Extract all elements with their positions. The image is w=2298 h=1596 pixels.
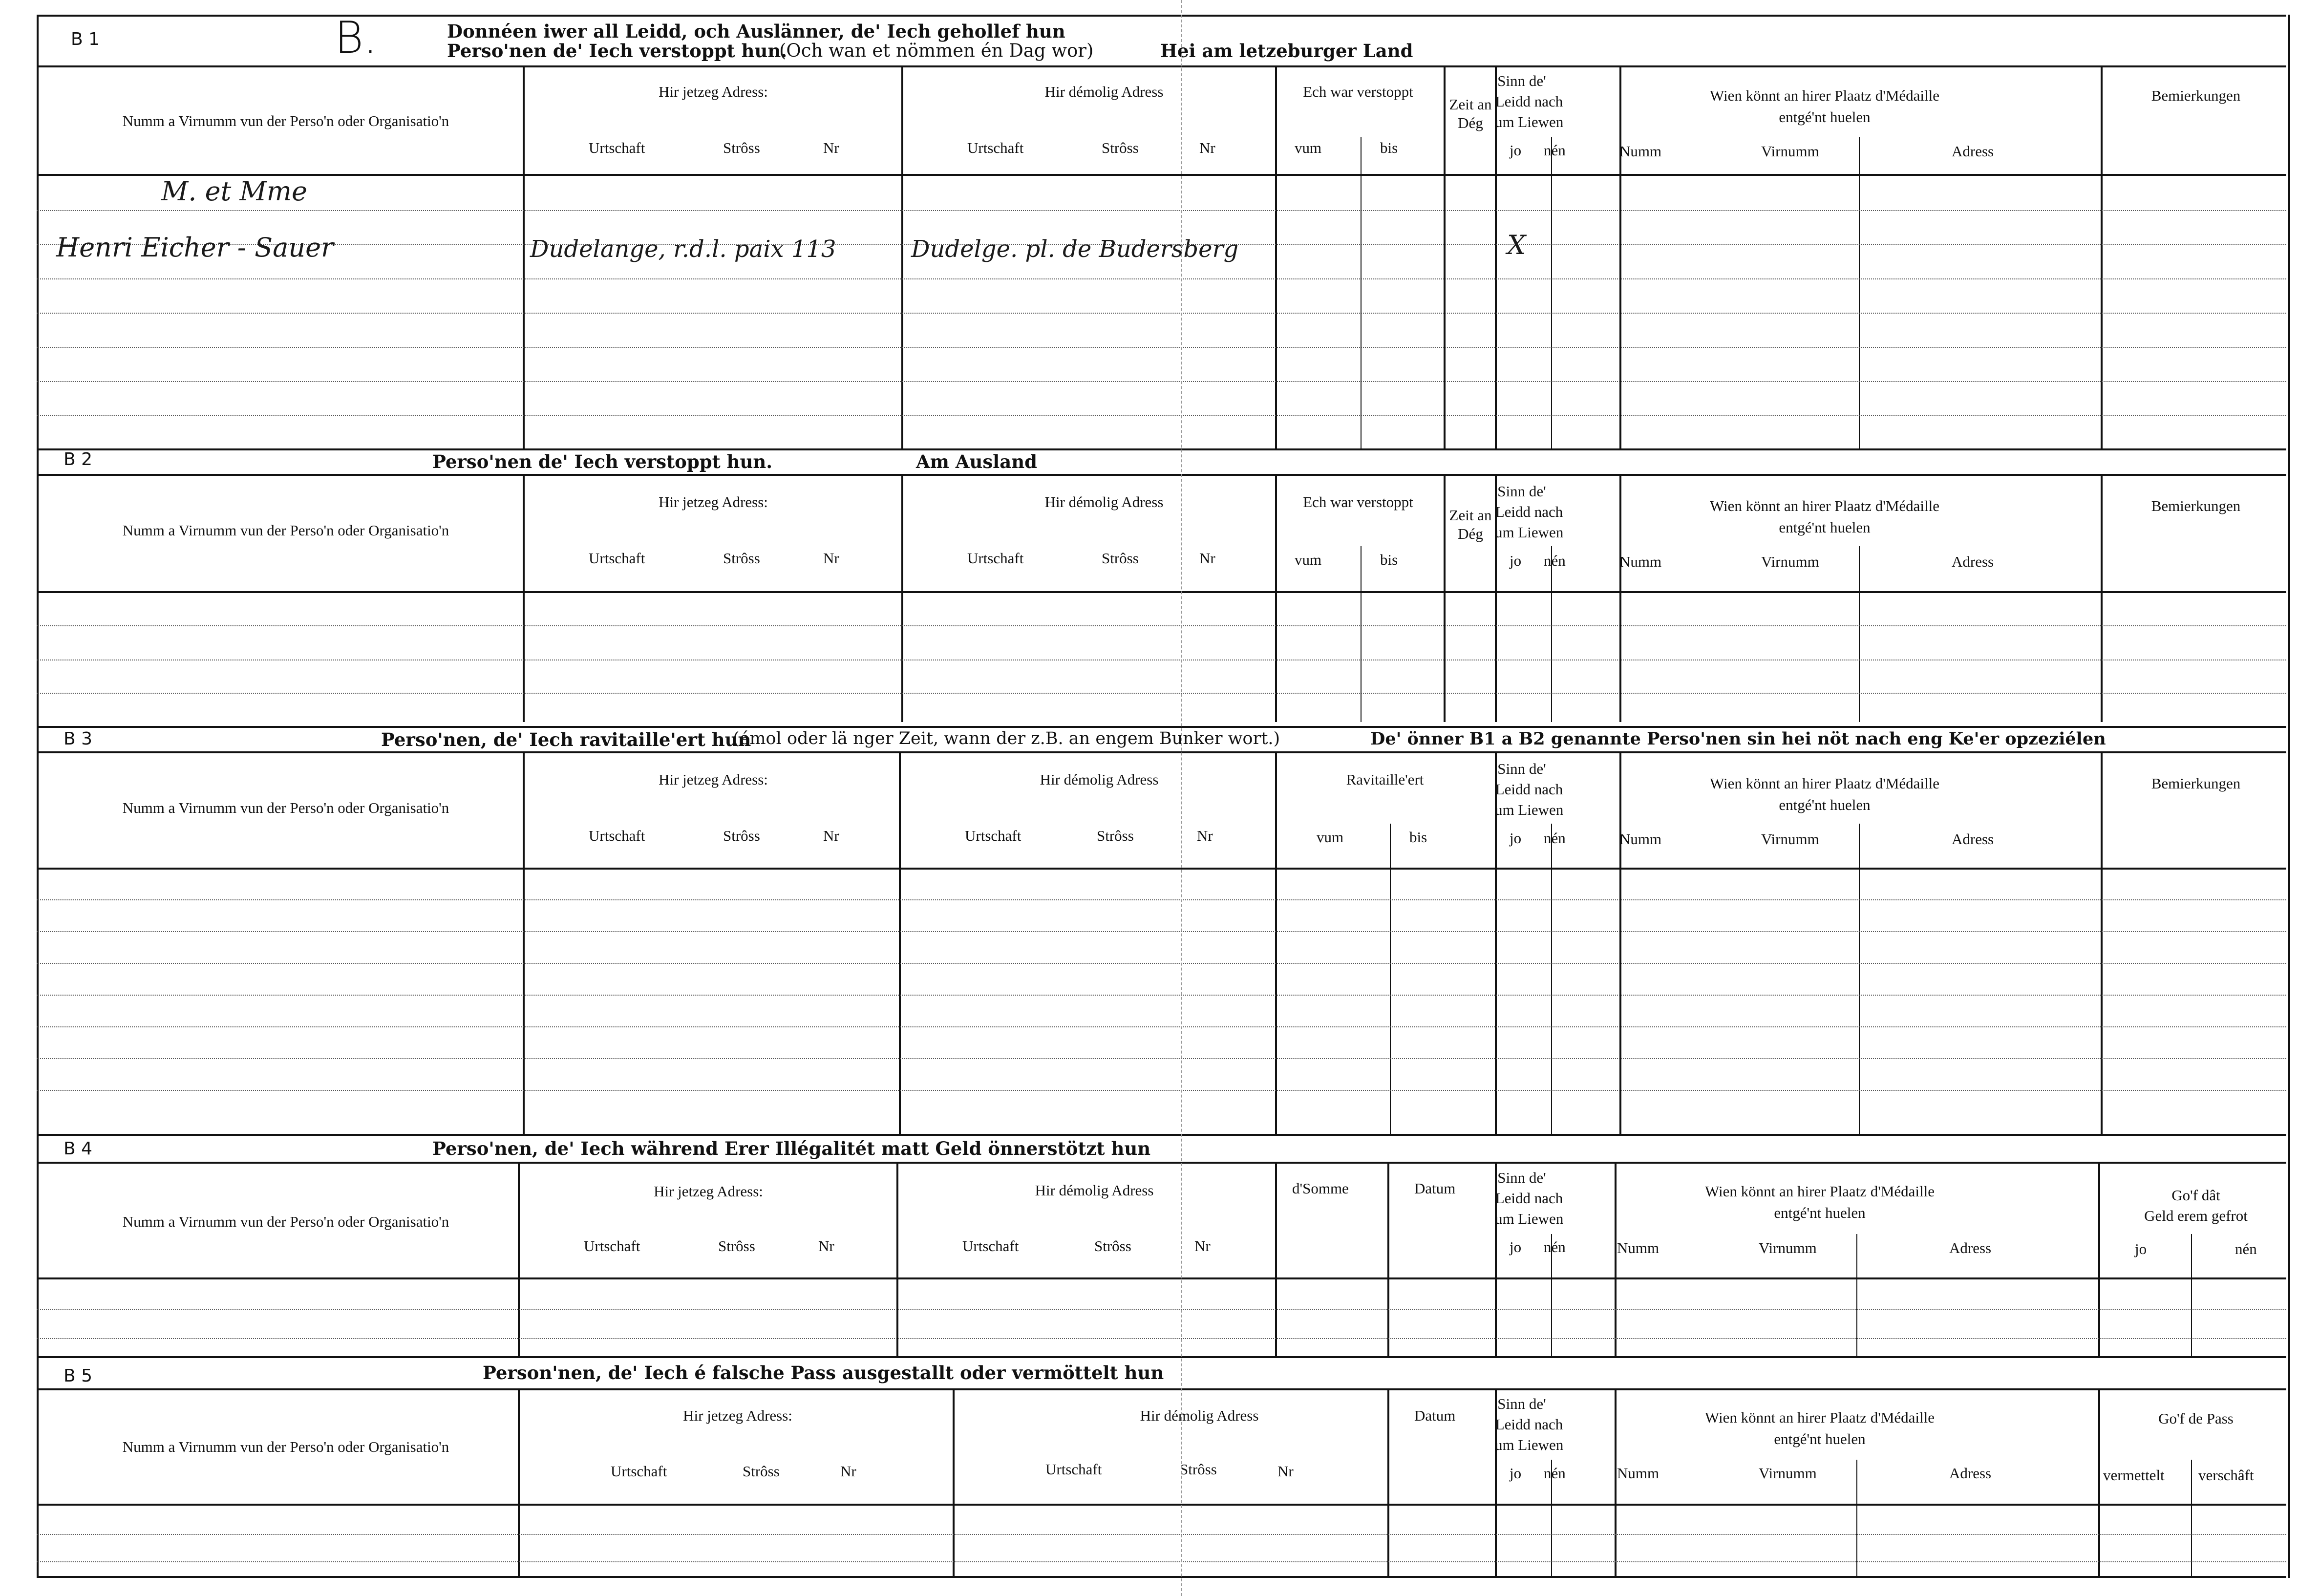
col-rule bbox=[1361, 546, 1362, 722]
header-rule bbox=[37, 751, 2286, 753]
col-pass: Go'f de Pass bbox=[2158, 1410, 2234, 1427]
col-medal-2: entgé'nt huelen bbox=[1779, 796, 1871, 813]
sub-place: Urtschaft bbox=[967, 139, 1024, 156]
col-rule bbox=[1619, 474, 1621, 722]
col-rule bbox=[953, 1388, 955, 1578]
col-rule bbox=[2191, 1460, 2192, 1578]
col-rule bbox=[901, 65, 903, 449]
col-rule bbox=[523, 751, 525, 1134]
sub-yes: jo bbox=[1510, 552, 1522, 569]
section-title: Perso'nen, de' Iech während Erer Illégalitét matt Geld önnerstötzt hun bbox=[432, 1138, 1151, 1159]
col-remarks: Bemierkungen bbox=[2151, 497, 2241, 514]
col-rule bbox=[1859, 137, 1860, 449]
col-rule bbox=[1275, 751, 1277, 1134]
header-rule bbox=[37, 65, 2286, 67]
col-rule bbox=[1444, 474, 1446, 722]
sub-obtained: verschâft bbox=[2198, 1467, 2254, 1484]
col-money: Go'f dât bbox=[2171, 1187, 2220, 1204]
sub-street: Strôss bbox=[723, 827, 760, 844]
col-rule bbox=[1551, 137, 1552, 449]
col-medal: Wien könnt an hirer Plaatz d'Médaille bbox=[1704, 1183, 1935, 1200]
sub-surname: Numm bbox=[1619, 553, 1662, 570]
sub-yes: jo bbox=[1510, 142, 1522, 159]
col-hidden: Ech war verstoppt bbox=[1303, 493, 1413, 511]
col-rule bbox=[1275, 1162, 1277, 1356]
sub-to: bis bbox=[1409, 829, 1427, 846]
col-rule bbox=[518, 1388, 520, 1578]
col-rule bbox=[1275, 474, 1277, 722]
sub-nr: Nr bbox=[818, 1237, 834, 1255]
sub-street: Strôss bbox=[743, 1463, 780, 1480]
header-rule bbox=[37, 1388, 2286, 1390]
handwritten-previous-address: Dudelge. pl. de Budersberg bbox=[911, 235, 1239, 263]
sub-address: Adress bbox=[1949, 1465, 1992, 1482]
sub-nr: Nr bbox=[840, 1463, 856, 1480]
handwritten-name-line1: M. et Mme bbox=[161, 176, 307, 207]
col-sinn-2: Leidd nach bbox=[1495, 1416, 1563, 1433]
section-title: Perso'nen, de' Iech ravitaille'ert hun bbox=[381, 729, 751, 750]
section-top-rule bbox=[37, 448, 2286, 450]
col-rule bbox=[1387, 1162, 1389, 1356]
sub-nr: Nr bbox=[1199, 139, 1215, 156]
sub-yes: jo bbox=[2135, 1240, 2147, 1257]
col-medal: Wien könnt an hirer Plaatz d'Médaille bbox=[1709, 497, 1940, 514]
col-sinn: Sinn de' bbox=[1497, 72, 1546, 89]
col-rule bbox=[1615, 1388, 1617, 1578]
sub-nr: Nr bbox=[823, 139, 839, 156]
row-line bbox=[37, 693, 2286, 694]
sub-place: Urtschaft bbox=[584, 1237, 640, 1255]
handwritten-name-line2: Henri Eicher - Sauer bbox=[56, 232, 334, 263]
section-code: B 3 bbox=[64, 729, 93, 749]
row-line bbox=[37, 963, 2286, 964]
row-line bbox=[37, 1338, 2286, 1339]
sub-arranged: vermettelt bbox=[2103, 1467, 2165, 1484]
sub-surname: Numm bbox=[1619, 830, 1662, 848]
sub-yes: jo bbox=[1510, 1238, 1522, 1256]
sub-to: bis bbox=[1380, 551, 1398, 568]
section-code: B 4 bbox=[64, 1139, 93, 1159]
col-rule bbox=[1619, 65, 1621, 449]
row-line bbox=[37, 931, 2286, 932]
col-sinn-3: um Liewen bbox=[1495, 801, 1564, 818]
col-rule bbox=[2101, 474, 2103, 722]
sub-nr: Nr bbox=[823, 827, 839, 844]
form-letter: B. bbox=[335, 12, 378, 64]
section-title-line2: Perso'nen de' Iech verstoppt hun. bbox=[447, 40, 787, 62]
section-note: De' önner B1 a B2 genannte Perso'nen sin hei nöt nach eng Ke'er opzeziélen bbox=[1370, 729, 2106, 749]
handwritten-check-mark: X bbox=[1507, 230, 1526, 260]
col-rule bbox=[2098, 1162, 2100, 1356]
col-medal-2: entgé'nt huelen bbox=[1774, 1204, 1866, 1221]
row-line bbox=[37, 625, 2286, 626]
col-sinn-2: Leidd nach bbox=[1495, 1190, 1563, 1207]
col-rule bbox=[2101, 65, 2103, 449]
sub-to: bis bbox=[1380, 139, 1398, 156]
fold-line bbox=[1181, 0, 1182, 1596]
sub-from: vum bbox=[1295, 551, 1322, 568]
sub-street: Strôss bbox=[1180, 1461, 1217, 1478]
sub-no: nén bbox=[1544, 552, 1566, 569]
col-sinn-3: um Liewen bbox=[1495, 1436, 1564, 1453]
section-code: B 1 bbox=[71, 29, 100, 49]
col-sinn-3: um Liewen bbox=[1495, 1210, 1564, 1227]
sub-street: Strôss bbox=[1102, 139, 1139, 156]
col-rule bbox=[896, 1162, 898, 1356]
col-rule bbox=[1495, 751, 1497, 1134]
body-rule bbox=[37, 591, 2286, 593]
col-supplied: Ravitaille'ert bbox=[1346, 771, 1424, 788]
section-top-rule bbox=[37, 1134, 2286, 1136]
col-previous-address: Hir démolig Adress bbox=[1035, 1182, 1154, 1199]
section-b1 bbox=[37, 12, 2286, 449]
col-name: Numm a Virnumm vun der Perso'n oder Organisatio'n bbox=[122, 1213, 449, 1230]
sub-no: nén bbox=[1544, 1238, 1566, 1256]
sub-nr: Nr bbox=[823, 550, 839, 567]
col-hidden: Ech war verstoppt bbox=[1303, 83, 1413, 100]
col-medal: Wien könnt an hirer Plaatz d'Médaille bbox=[1709, 87, 1940, 104]
sub-place: Urtschaft bbox=[965, 827, 1021, 844]
row-line bbox=[37, 1561, 2286, 1562]
col-sinn-2: Leidd nach bbox=[1495, 503, 1563, 520]
col-sinn-3: um Liewen bbox=[1495, 524, 1564, 541]
section-b5 bbox=[37, 1356, 2286, 1578]
col-current-address: Hir jetzeg Adress: bbox=[654, 1183, 763, 1200]
col-current-address: Hir jetzeg Adress: bbox=[659, 83, 768, 100]
section-code: B 5 bbox=[64, 1366, 93, 1386]
col-medal-2: entgé'nt huelen bbox=[1774, 1430, 1866, 1447]
sub-place: Urtschaft bbox=[967, 550, 1024, 567]
section-b4 bbox=[37, 1134, 2286, 1356]
body-rule bbox=[37, 1504, 2286, 1506]
col-name: Numm a Virnumm vun der Perso'n oder Organisatio'n bbox=[122, 1438, 449, 1455]
section-code: B 2 bbox=[64, 449, 93, 469]
col-rule bbox=[1495, 1162, 1497, 1356]
col-remarks: Bemierkungen bbox=[2151, 775, 2241, 792]
col-sinn-2: Leidd nach bbox=[1495, 781, 1563, 798]
sub-nr: Nr bbox=[1197, 827, 1213, 844]
col-rule bbox=[899, 751, 901, 1134]
col-rule bbox=[1551, 546, 1552, 722]
row-line bbox=[37, 210, 2286, 211]
section-title: Donnéen iwer all Leidd, och Auslänner, de' Iech gehollef hun bbox=[447, 21, 1065, 42]
sub-place: Urtschaft bbox=[962, 1237, 1019, 1255]
col-medal: Wien könnt an hirer Plaatz d'Médaille bbox=[1709, 775, 1940, 792]
section-top-rule bbox=[37, 1356, 2286, 1358]
col-rule bbox=[1387, 1388, 1389, 1578]
row-line bbox=[37, 381, 2286, 382]
sub-place: Urtschaft bbox=[611, 1463, 667, 1480]
col-remarks: Bemierkungen bbox=[2151, 87, 2241, 104]
col-rule bbox=[1859, 824, 1860, 1134]
body-rule bbox=[37, 1277, 2286, 1279]
row-line bbox=[37, 1090, 2286, 1091]
col-sinn: Sinn de' bbox=[1497, 1395, 1546, 1412]
sub-yes: jo bbox=[1510, 830, 1522, 847]
row-line bbox=[37, 995, 2286, 996]
sub-no: nén bbox=[2235, 1240, 2257, 1257]
sub-firstname: Virnumm bbox=[1759, 1465, 1817, 1482]
col-rule bbox=[1495, 474, 1497, 722]
col-previous-address: Hir démolig Adress bbox=[1140, 1407, 1259, 1424]
row-line bbox=[37, 278, 2286, 279]
col-days: Zeit an Dég bbox=[1449, 96, 1492, 131]
sub-address: Adress bbox=[1952, 143, 1994, 160]
col-rule bbox=[1495, 65, 1497, 449]
col-previous-address: Hir démolig Adress bbox=[1044, 83, 1164, 100]
col-current-address: Hir jetzeg Adress: bbox=[683, 1407, 792, 1424]
section-subtitle: (Och wan et nömmen én Dag wor) bbox=[779, 40, 1094, 61]
col-rule bbox=[1551, 824, 1552, 1134]
col-medal-2: entgé'nt huelen bbox=[1779, 519, 1871, 536]
col-date: Datum bbox=[1414, 1180, 1456, 1197]
sub-street: Strôss bbox=[1094, 1237, 1131, 1255]
col-rule bbox=[1495, 1388, 1497, 1578]
col-rule bbox=[523, 65, 525, 449]
sub-firstname: Virnumm bbox=[1759, 1239, 1817, 1256]
sub-firstname: Virnumm bbox=[1761, 143, 1819, 160]
sub-street: Strôss bbox=[723, 550, 760, 567]
col-sinn: Sinn de' bbox=[1497, 760, 1546, 777]
sub-street: Strôss bbox=[718, 1237, 755, 1255]
col-rule bbox=[1619, 751, 1621, 1134]
sub-no: nén bbox=[1544, 1465, 1566, 1482]
col-rule bbox=[1856, 1460, 1857, 1578]
sub-street: Strôss bbox=[1097, 827, 1134, 844]
row-line bbox=[37, 1534, 2286, 1535]
col-date: Datum bbox=[1414, 1407, 1456, 1424]
section-title: Person'nen, de' Iech é falsche Pass ausgestallt oder vermöttelt hun bbox=[483, 1362, 1164, 1383]
col-rule bbox=[2098, 1388, 2100, 1578]
section-b3 bbox=[37, 726, 2286, 1134]
col-rule bbox=[2101, 751, 2103, 1134]
row-line bbox=[37, 1026, 2286, 1027]
sub-yes: jo bbox=[1510, 1465, 1522, 1482]
row-line bbox=[37, 347, 2286, 348]
col-rule bbox=[1361, 137, 1362, 449]
section-subtitle: (émol oder lä nger Zeit, wann der z.B. an engem Bunker wort.) bbox=[733, 729, 1280, 748]
col-rule bbox=[1859, 546, 1860, 722]
section-bottom-rule bbox=[37, 1576, 2286, 1578]
row-line bbox=[37, 899, 2286, 900]
col-name: Numm a Virnumm vun der Perso'n oder Organisatio'n bbox=[122, 112, 449, 129]
col-name: Numm a Virnumm vun der Perso'n oder Organisatio'n bbox=[122, 522, 449, 539]
col-previous-address: Hir démolig Adress bbox=[1040, 771, 1159, 788]
col-sum: d'Somme bbox=[1292, 1180, 1349, 1197]
sub-nr: Nr bbox=[1194, 1237, 1211, 1255]
sub-address: Adress bbox=[1952, 830, 1994, 848]
sub-from: vum bbox=[1295, 139, 1322, 156]
col-rule bbox=[1390, 824, 1391, 1134]
sub-address: Adress bbox=[1952, 553, 1994, 570]
sub-place: Urtschaft bbox=[589, 139, 645, 156]
sub-firstname: Virnumm bbox=[1761, 553, 1819, 570]
sub-surname: Numm bbox=[1617, 1465, 1660, 1482]
col-sinn-2: Leidd nach bbox=[1495, 93, 1563, 110]
col-rule bbox=[1275, 65, 1277, 449]
col-medal-2: entgé'nt huelen bbox=[1779, 108, 1871, 126]
section-region: Am Ausland bbox=[916, 451, 1037, 472]
col-rule bbox=[1444, 65, 1446, 449]
col-money-2: Geld erem gefrot bbox=[2144, 1207, 2248, 1224]
sub-place: Urtschaft bbox=[589, 550, 645, 567]
section-title: Perso'nen de' Iech verstoppt hun. bbox=[432, 451, 773, 472]
sub-street: Strôss bbox=[1102, 550, 1139, 567]
sub-firstname: Virnumm bbox=[1761, 830, 1819, 848]
row-line bbox=[37, 1058, 2286, 1059]
handwritten-current-address: Dudelange, r.d.l. paix 113 bbox=[530, 235, 836, 263]
col-current-address: Hir jetzeg Adress: bbox=[659, 771, 768, 788]
sub-no: nén bbox=[1544, 142, 1566, 159]
col-rule bbox=[518, 1162, 520, 1356]
sub-surname: Numm bbox=[1617, 1239, 1660, 1256]
col-current-address: Hir jetzeg Adress: bbox=[659, 493, 768, 511]
body-rule bbox=[37, 174, 2286, 176]
section-top-rule bbox=[37, 726, 2286, 728]
header-rule bbox=[37, 1162, 2286, 1164]
sub-place: Urtschaft bbox=[589, 827, 645, 844]
sub-nr: Nr bbox=[1199, 550, 1215, 567]
section-region: Hei am letzeburger Land bbox=[1160, 40, 1413, 62]
col-rule bbox=[1615, 1162, 1617, 1356]
sub-street: Strôss bbox=[723, 139, 760, 156]
body-rule bbox=[37, 868, 2286, 870]
section-b2 bbox=[37, 448, 2286, 722]
col-rule bbox=[523, 474, 525, 722]
col-days: Zeit an Dég bbox=[1449, 507, 1492, 542]
header-rule bbox=[37, 474, 2286, 476]
sub-address: Adress bbox=[1949, 1239, 1992, 1256]
col-rule bbox=[1551, 1460, 1552, 1578]
col-name: Numm a Virnumm vun der Perso'n oder Organisatio'n bbox=[122, 799, 449, 816]
sub-nr: Nr bbox=[1277, 1463, 1294, 1480]
sub-place: Urtschaft bbox=[1045, 1461, 1102, 1478]
col-sinn-3: um Liewen bbox=[1495, 113, 1564, 130]
row-line bbox=[37, 1309, 2286, 1310]
col-medal: Wien könnt an hirer Plaatz d'Médaille bbox=[1704, 1409, 1935, 1426]
col-previous-address: Hir démolig Adress bbox=[1044, 493, 1164, 511]
row-line bbox=[37, 313, 2286, 314]
row-line bbox=[37, 415, 2286, 416]
sub-surname: Numm bbox=[1619, 143, 1662, 160]
sub-from: vum bbox=[1317, 829, 1344, 846]
sub-no: nén bbox=[1544, 830, 1566, 847]
col-sinn: Sinn de' bbox=[1497, 483, 1546, 500]
col-sinn: Sinn de' bbox=[1497, 1169, 1546, 1186]
col-rule bbox=[901, 474, 903, 722]
